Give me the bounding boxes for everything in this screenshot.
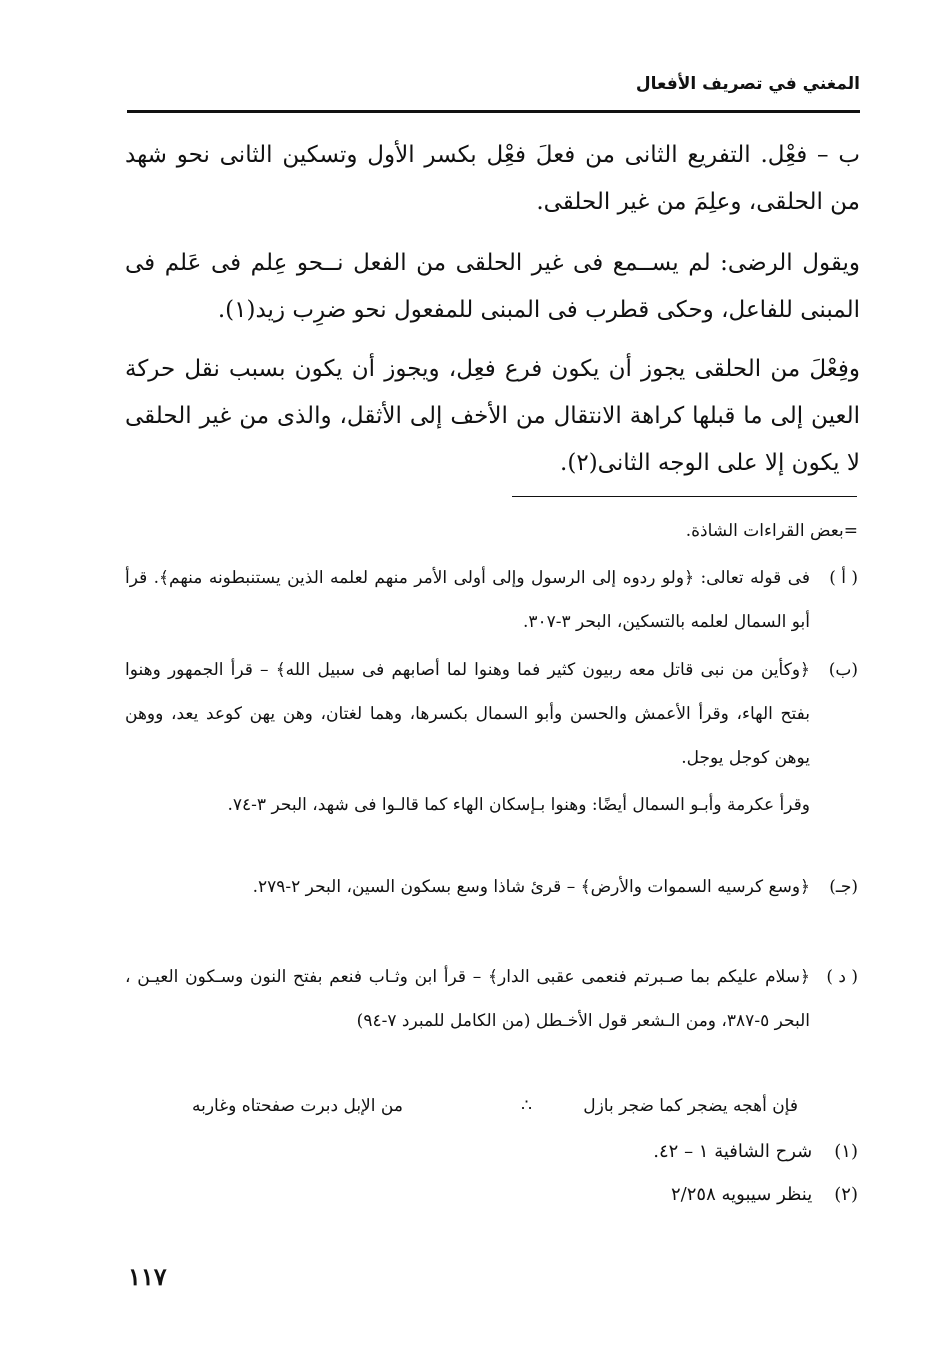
footnote-item-b <box>125 648 858 826</box>
footnote-text: ﴿سلام عليكم بما صـبرتم فنعمى عقبى الدار﴾ – قرأ ابن وثـاب فنعم بفتح النون وسـكون العيـن ، البحر ٥-٣٨٧، ومن الـشعر قول الأخـطل (من الكامل للمبرد ٧-٩٤) <box>125 967 810 1031</box>
endnote-2 <box>125 1175 858 1215</box>
footnote-item-a <box>125 556 858 644</box>
footnote-text: ﴿وكأين من نبى قاتل معه ربيون كثير فما وهنوا لما أصابهم فى سبيل الله﴾ – قرأ الجمهور وهنوا بفتح الهاء، وقرأ الأعمش والحسن وأبو السمال بكسرها، وهما لغتان، وهن يهن كوعد يعد، ووهن يوهن كوجل يوجل. <box>125 660 810 768</box>
note-text: ينظر سيبويه ٢/٢٥٨ <box>671 1184 813 1205</box>
footnote-item-d <box>125 955 858 1043</box>
note-label: (١) <box>834 1141 858 1162</box>
footnote-text: ﴿وسع كرسيه السموات والأرض﴾ – قرئ شاذا وسع بسكون السين، البحر ٢-٢٧٩. <box>252 877 810 897</box>
page-number: ١١٧ <box>128 1262 167 1291</box>
body-paragraph-2: ويقول الرضى: لم يســمع فى غير الحلقى من الفعل نــحو عِلم فى عَلم فى المبنى للفاعل، وحكى قطرب فى المبنى للمفعول نحو ضرِب زيد(١). <box>125 250 860 323</box>
footnote-separator <box>512 496 857 497</box>
endnote-1 <box>125 1132 858 1172</box>
poetry-verse <box>150 1086 850 1126</box>
note-text: شرح الشافية ١ – ٤٢. <box>653 1141 813 1162</box>
verse-second-hemistich: من الإبل دبرت صفحتاه وغاربه <box>192 1096 403 1116</box>
footnote-label: ( أ ) <box>829 568 858 588</box>
footnote-label: (جـ) <box>829 877 858 897</box>
footnote-item-c <box>125 865 858 909</box>
note-label: (٢) <box>834 1184 858 1205</box>
running-header: المغني في تصريف الأفعال <box>635 74 860 94</box>
footnote-text-continued: وقرأ عكرمة وأبـو السمال أيضًا: وهنوا بـإسكان الهاء كما قالـوا فى شهد، البحر ٣-٧٤. <box>227 795 810 815</box>
body-paragraph-1: ب – فعِْل. التفريع الثانى من فعلَ فعِْل بكسر الأول وتسكين الثانى نحو شهد من الحلقى، وعلِمَ من غير الحلقى. <box>125 142 860 215</box>
header-rule <box>127 110 860 113</box>
footnote-label: (ب) <box>828 660 858 680</box>
verse-first-hemistich: فإن أهجه يضجر كما ضجر بازل <box>583 1096 798 1116</box>
verse-separator: ∴ <box>521 1096 532 1116</box>
body-paragraph-3: وفِعْلَ من الحلقى يجوز أن يكون فرع فعِل، ويجوز أن يكون بسبب نقل حركة العين إلى ما قبلها كراهة الانتقال من الأخف إلى الأثقل، والذى من غير الحلقى لا يكون إلا على الوجه الثانى(٢). <box>125 356 860 476</box>
footnote-continuation: =بعض القراءات الشاذة. <box>685 521 858 541</box>
footnote-text: فى قوله تعالى: ﴿ولو ردوه إلى الرسول وإلى أولى الأمر منهم لعلمه الذين يستنبطونه منهم﴾. قرأ أبو السمال لعلمه بالتسكين، البحر ٣-٣٠٧. <box>125 568 810 632</box>
footnote-label: ( د ) <box>826 967 858 987</box>
